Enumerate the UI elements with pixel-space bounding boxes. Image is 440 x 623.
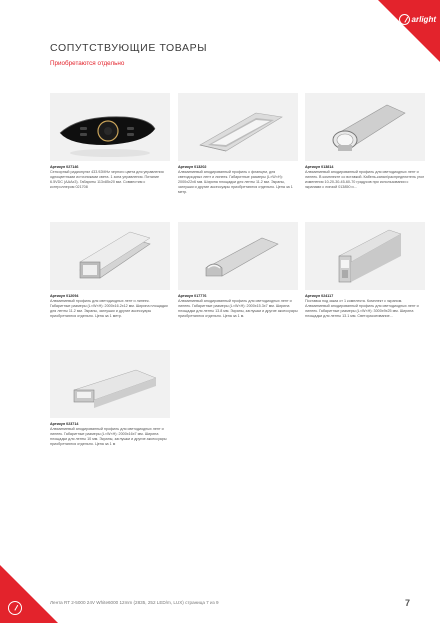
product-article: Артикул 012094 bbox=[50, 294, 79, 298]
product-card[interactable] bbox=[50, 93, 170, 190]
product-article: Артикул 017776 bbox=[178, 294, 207, 298]
product-article: Артикул 023714 bbox=[50, 422, 79, 426]
page-number: 7 bbox=[404, 598, 410, 608]
corner-accent-top-right bbox=[378, 0, 440, 62]
footer-document-label: Лента RT 2-5000 24V White6000 12mm (2835, 252 LED/m, LUX) страница 7 из 9 bbox=[50, 600, 219, 605]
product-image bbox=[305, 93, 425, 161]
product-description: Алюминиевый профиль для светодиодных лент и линеек. Габаритные размеры (L×W×H): 2000x16.2x12 мм. Ширина площадки для ленты 11.2 мм. Экраны, заглушки и другие аксессуары приобретаются отдельно. Цена за 1 метр. bbox=[50, 299, 168, 318]
product-card[interactable] bbox=[178, 93, 298, 195]
product-image bbox=[50, 93, 170, 161]
product-description: Поставка под заказ от 1 комплекта. Комплект с экраном. Алюминиевый анодированный профиль для светодиодных лент и линеек. Габаритные размеры (L×W×H): 3000x9x25 мм. Ширина площадки для ленты 13.1 мм. Светорассеивание... bbox=[305, 299, 419, 318]
product-image bbox=[178, 222, 298, 290]
footer-logo-icon bbox=[8, 601, 22, 615]
corner-accent-bottom-left bbox=[0, 565, 58, 623]
product-article: Артикул 024117 bbox=[305, 294, 334, 298]
product-description: Алюминиевый анодированный профиль для светодиодных лент и линеек. Габаритные размеры (L×W×H): 2000x16x7 мм. Ширина площадки для ленты 10 мм. Экраны, заглушки и другие аксессуары приобретаются отдельно. Цена за 1 м bbox=[50, 427, 167, 446]
product-description: Алюминиевый анодированный профиль с фланцем, для светодиодных лент и линеек. Габаритные размеры (L×W×H): 2000x22x6 мм. Ширина площадки для ленты 11.2 мм. Экраны, заглушки и другие аксессуары приобретаются отдельно. Цена за 1 метр. bbox=[178, 170, 293, 194]
product-description: Алюминиевый анодированный профиль для светодиодных лент и линеек. В комплекте со вставкой. Кабель-канал/распределитель угол изменения 10-20-30-45-60-70 градусов при использовании с экранами с линзой 013850 и... bbox=[305, 170, 425, 189]
brand-logo bbox=[399, 14, 436, 25]
product-article: Артикул 013814 bbox=[305, 165, 334, 169]
product-card[interactable] bbox=[50, 350, 170, 447]
page-title: СОПУТСТВУЮЩИЕ ТОВАРЫ bbox=[50, 42, 208, 54]
product-card[interactable] bbox=[305, 93, 425, 190]
logo-icon bbox=[399, 14, 410, 25]
product-image bbox=[50, 222, 170, 290]
product-card[interactable] bbox=[178, 222, 298, 319]
product-article: Артикул 027146 bbox=[50, 165, 79, 169]
product-card[interactable] bbox=[305, 222, 425, 319]
product-image bbox=[178, 93, 298, 161]
product-image bbox=[305, 222, 425, 290]
page-subtitle: Приобретаются отдельно bbox=[50, 60, 125, 67]
product-article: Артикул 013202 bbox=[178, 165, 207, 169]
product-description: Алюминиевый анодированный профиль для светодиодных лент и линеек. Габаритные размеры (L×W×H): 2000x15.3x7 мм. Ширина площадки для ленты 13.8 мм. Экраны, заглушки и другие аксессуары приобретаются отдельно. Цена за 1 м. bbox=[178, 299, 298, 318]
product-card[interactable] bbox=[50, 222, 170, 319]
brand-name: arlight bbox=[411, 15, 436, 24]
product-image bbox=[50, 350, 170, 418]
product-description: Сенсорный радиопульт 433.92MHz черного цвета для управления одноцветными источниками света. 1 зона управления. Питание 6.5VDC (AAAx3). Габариты 113x85x20 мм. Совместим с контроллером 021708 bbox=[50, 170, 164, 189]
